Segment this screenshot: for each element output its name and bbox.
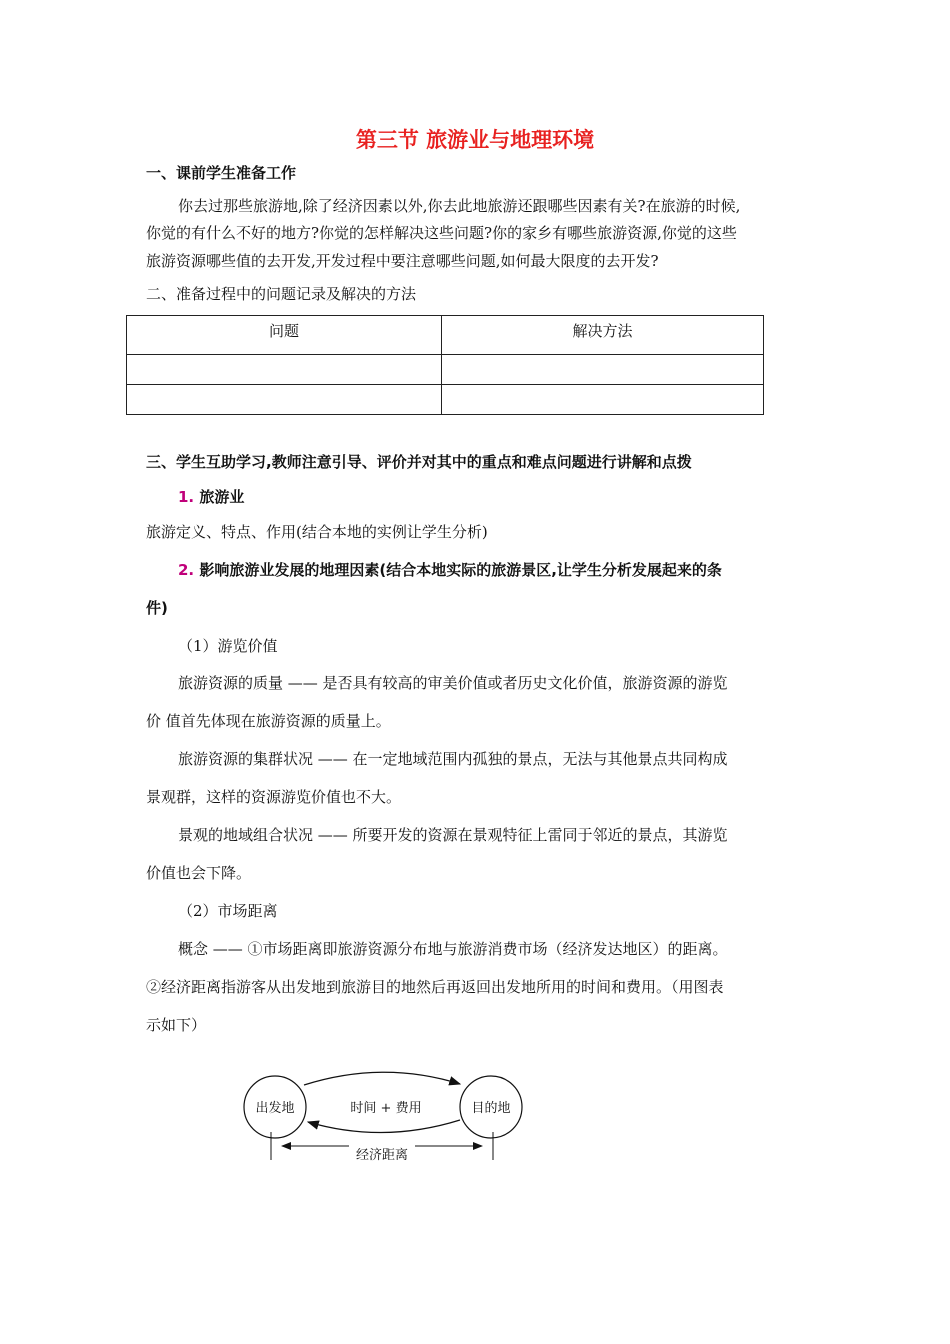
- sub2-line-3: 示如下）: [146, 1016, 207, 1034]
- problem-record-table: [126, 315, 764, 415]
- sub2-line-1: 概念 —— ①市场距离即旅游资源分布地与旅游消费市场（经济发达地区）的距离。: [178, 940, 728, 958]
- sub1-line-1: 旅游资源的质量 —— 是否具有较高的审美价值或者历史文化价值，旅游资源的游览: [178, 674, 728, 692]
- item2-number: 2.: [178, 561, 195, 579]
- time-cost-label: 时间 + 费用: [350, 1101, 422, 1116]
- sub1-line-4: 景观群，这样的资源游览价值也不大。: [146, 788, 402, 806]
- sub2-label: （2）市场距离: [178, 902, 278, 920]
- table-header-solution: 解决方法: [442, 316, 764, 355]
- item1-title: 旅游业: [199, 488, 245, 506]
- table-header-problem: 问题: [127, 316, 442, 355]
- origin-label: 出发地: [255, 1101, 295, 1116]
- section1-para-line-1: 你去过那些旅游地,除了经济因素以外,你去此地旅游还跟哪些因素有关?在旅游的时候,: [178, 197, 741, 215]
- sub1-line-2: 价 值首先体现在旅游资源的质量上。: [146, 712, 391, 730]
- sub1-label: （1）游览价值: [178, 637, 278, 655]
- table-cell[interactable]: [127, 385, 442, 415]
- section2-heading: 二、准备过程中的问题记录及解决的方法: [146, 285, 417, 303]
- economic-distance-label: 经济距离: [355, 1148, 409, 1163]
- table-row: [127, 355, 764, 385]
- sub1-line-6: 价值也会下降。: [146, 864, 252, 882]
- item2-heading: [178, 560, 722, 580]
- table-cell[interactable]: [442, 355, 764, 385]
- sub1-line-3: 旅游资源的集群状况 —— 在一定地域范围内孤独的景点，无法与其他景点共同构成: [178, 750, 728, 768]
- table-cell[interactable]: [127, 355, 442, 385]
- table-header-row: [127, 316, 764, 355]
- sub1-line-5: 景观的地域组合状况 —— 所要开发的资源在景观特征上雷同于邻近的景点，其游览: [178, 826, 728, 844]
- item1-number: 1.: [178, 488, 195, 506]
- section1-para-line-3: 旅游资源哪些值的去开发,开发过程中要注意哪些问题,如何最大限度的去开发?: [146, 252, 659, 270]
- return-arrow: [308, 1120, 460, 1133]
- section1-heading: 一、课前学生准备工作: [146, 164, 297, 182]
- table-cell[interactable]: [442, 385, 764, 415]
- outbound-arrow: [304, 1072, 460, 1085]
- section3-heading: 三、学生互助学习,教师注意引导、评价并对其中的重点和难点问题进行讲解和点拨: [146, 453, 692, 471]
- table-row: [127, 385, 764, 415]
- item2-title-line-2: 件): [146, 599, 168, 617]
- item2-title-line-1: 影响旅游业发展的地理因素(结合本地实际的旅游景区,让学生分析发展起来的条: [199, 561, 722, 579]
- item1-heading: [178, 487, 244, 507]
- section1-para-line-2: 你觉的有什么不好的地方?你觉的怎样解决这些问题?你的家乡有哪些旅游资源,你觉的这些: [146, 224, 737, 242]
- page-title: 第三节 旅游业与地理环境: [355, 128, 595, 152]
- economic-distance-diagram: [230, 1060, 530, 1170]
- sub2-line-2: ②经济距离指游客从出发地到旅游目的地然后再返回出发地所用的时间和费用。（用图表: [146, 978, 724, 996]
- item1-description: 旅游定义、特点、作用(结合本地的实例让学生分析): [146, 523, 488, 541]
- destination-label: 目的地: [471, 1101, 511, 1116]
